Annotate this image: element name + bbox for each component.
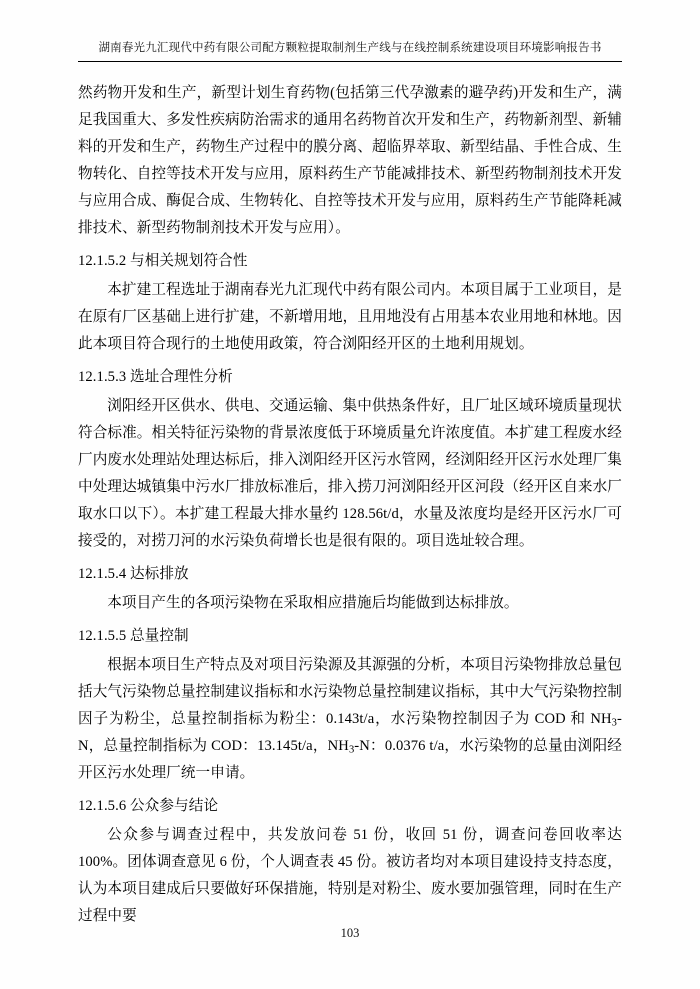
body-paragraph: 根据本项目生产特点及对项目污染源及其源强的分析，本项目污染物排放总量包括大气污染物总量控制建议指标和水污染物总量控制建议指标，其中大气污染物控制因子为粉尘，总量控制指标为粉尘：0.143t/a，水污染物控制因子为 COD 和 $NH_3-N$，总量控制指标为 COD：13.145t/a，$NH_3-N$：0.0376 t/a，水污染物的总量由浏阳经开区污水处理厂统一申请。 [78,656,622,781]
page-footer: 103 [340,926,360,940]
section-heading: 12.1.5.4 达标排放 [78,565,189,582]
body-paragraph: 浏阳经开区供水、供电、交通运输、集中供热条件好，且厂址区域环境质量现状符合标准。相关特征污染物的背景浓度低于环境质量允许浓度值。本扩建工程废水经厂内废水处理站处理达标后，排入浏阳经开区污水管网，经浏阳经开区污水处理厂集中处理达城镇集中污水厂排放标准后，排入捞刀河浏阳经开区河段（经开区自来水厂取水口以下）。本扩建工程最大排水量约 128.56t/d，水量及浓度均是经开区污水厂可接受的，对捞刀河的水污染负荷增长也是很有限的。项目选址较合理。 [78,397,622,549]
body-paragraph: 本项目产生的各项污染物在采取相应措施后均能做到达标排放。 [107,594,519,611]
section-heading: 12.1.5.5 总量控制 [78,627,189,644]
body-paragraph: 本扩建工程选址于湖南春光九汇现代中药有限公司内。本项目属于工业项目，是在原有厂区基础上进行扩建，不新增用地，且用地没有占用基本农业用地和林地。因此本项目符合现行的土地使用政策，符合浏阳经开区的土地利用规划。 [78,281,622,352]
document-body [78,80,622,930]
page-header: 湖南春光九汇现代中药有限公司配方颗粒提取制剂生产线与在线控制系统建设项目环境影响报告书 [98,42,602,54]
section-heading: 12.1.5.6 公众参与结论 [78,797,219,814]
section-heading: 12.1.5.2 与相关规划符合性 [78,253,248,269]
page-content [78,40,622,932]
header-divider [78,61,622,62]
body-paragraph: 公众参与调查过程中，共发放问卷 51 份，收回 51 份，调查问卷回收率达 100%。团体调查意见 6 份，个人调查表 45 份。被访者均对本项目建设持支持态度，认为本项目建成后只要做好环保措施，特别是对粉尘、废水要加强管理，同时在生产过程中要 [78,826,622,924]
subscript-text: 3 [348,744,355,756]
body-paragraph: 然药物开发和生产，新型计划生育药物(包括第三代孕激素的避孕药)开发和生产，满足我国重大、多发性疾病防治需求的通用名药物首次开发和生产，药物新剂型、新辅料的开发和生产，药物生产过程中的膜分离、超临界萃取、新型结晶、手性合成、生物转化、自控等技术开发与应用，原料药生产节能减排技术、新型药物制剂技术开发与应用合成、酶促合成、生物转化、自控等技术开发与应用，原料药生产节能降耗减排技术、新型药物制剂技术开发与应用）。 [78,85,622,237]
subscript-text: 3 [611,717,618,729]
section-heading: 12.1.5.3 选址合理性分析 [78,368,233,385]
